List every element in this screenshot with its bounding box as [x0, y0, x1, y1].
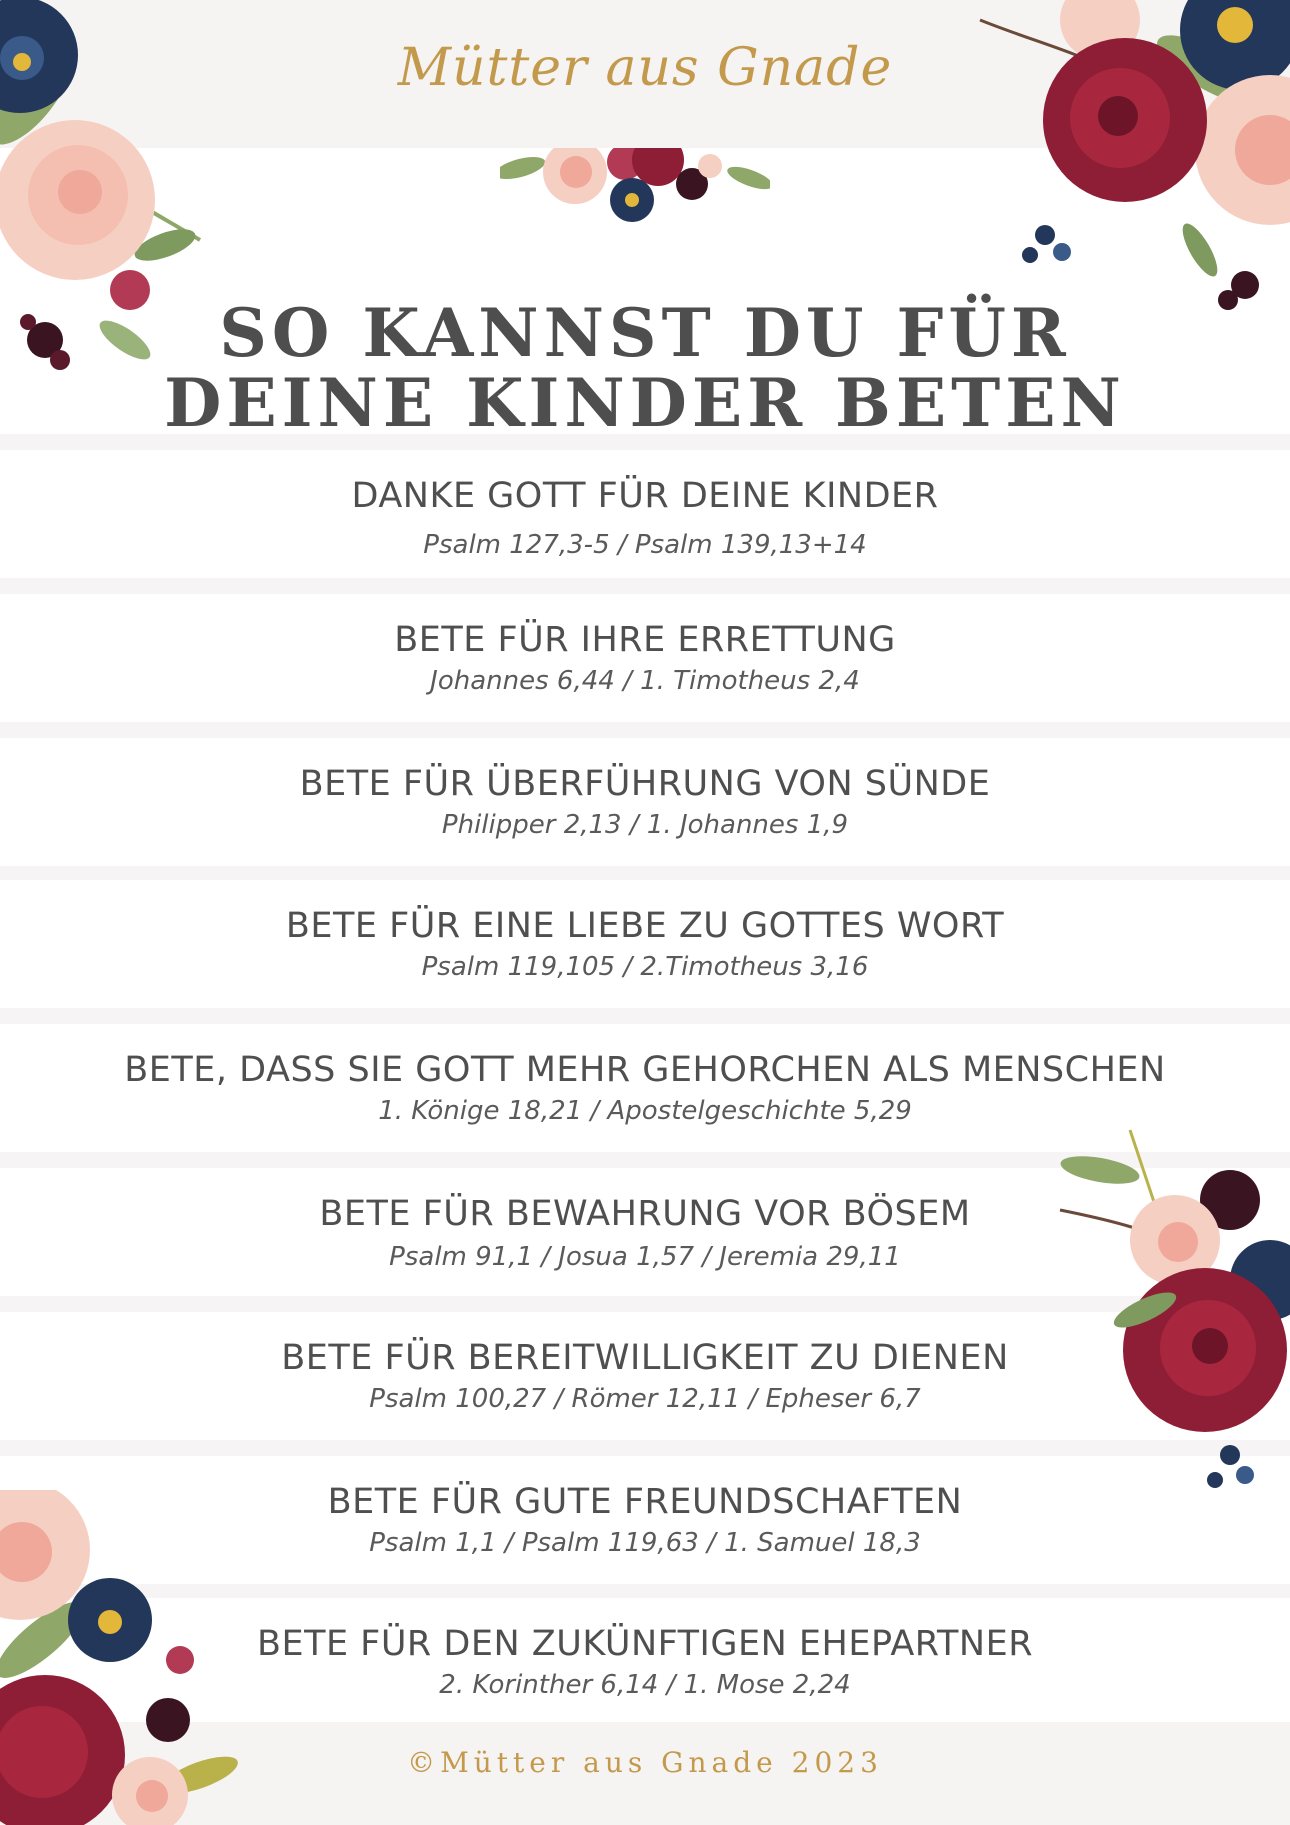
- prayer-card-4: [0, 880, 1290, 1008]
- prayer-title: DANKE GOTT FÜR DEINE KINDER: [351, 476, 939, 516]
- floral-corner-top-right: [970, 0, 1290, 320]
- bible-references: 2. Korinther 6,14 / 1. Mose 2,24: [439, 1670, 851, 1700]
- bible-references: Psalm 100,27 / Römer 12,11 / Epheser 6,7: [369, 1384, 921, 1414]
- floral-right-middle: [1040, 1110, 1290, 1510]
- bible-references: Psalm 119,105 / 2.Timotheus 3,16: [421, 952, 869, 982]
- brand-logo: Mütter aus Gnade: [397, 38, 893, 98]
- prayer-title: BETE FÜR BEREITWILLIGKEIT ZU DIENEN: [281, 1338, 1009, 1378]
- prayer-title: BETE FÜR GUTE FREUNDSCHAFTEN: [327, 1482, 963, 1522]
- prayer-card-3: [0, 738, 1290, 866]
- bible-references: Johannes 6,44 / 1. Timotheus 2,4: [430, 666, 860, 696]
- prayer-title: BETE FÜR DEN ZUKÜNFTIGEN EHEPARTNER: [256, 1624, 1034, 1664]
- floral-top-center: [500, 148, 770, 224]
- prayer-title: BETE FÜR BEWAHRUNG VOR BÖSEM: [319, 1194, 971, 1234]
- bible-references: Psalm 127,3-5 / Psalm 139,13+14: [423, 530, 867, 560]
- bible-references: 1. Könige 18,21 / Apostelgeschichte 5,29: [378, 1096, 912, 1126]
- bible-references: Psalm 1,1 / Psalm 119,63 / 1. Samuel 18,3: [369, 1528, 921, 1558]
- page-title: SO KANNST DU FÜR DEINE KINDER BETEN: [164, 294, 1126, 443]
- prayer-title: BETE FÜR EINE LIEBE ZU GOTTES WORT: [285, 906, 1005, 946]
- prayer-title: BETE, DASS SIE GOTT MEHR GEHORCHEN ALS MENSCHEN: [124, 1050, 1166, 1090]
- bible-references: Philipper 2,13 / 1. Johannes 1,9: [441, 810, 849, 840]
- prayer-title: BETE FÜR ÜBERFÜHRUNG VON SÜNDE: [299, 764, 991, 804]
- copyright-notice: ©Mütter aus Gnade 2023: [407, 1746, 883, 1779]
- prayer-title: BETE FÜR IHRE ERRETTUNG: [394, 620, 896, 660]
- bible-references: Psalm 91,1 / Josua 1,57 / Jeremia 29,11: [389, 1242, 901, 1272]
- prayer-card-1: [0, 450, 1290, 578]
- prayer-card-2: [0, 594, 1290, 722]
